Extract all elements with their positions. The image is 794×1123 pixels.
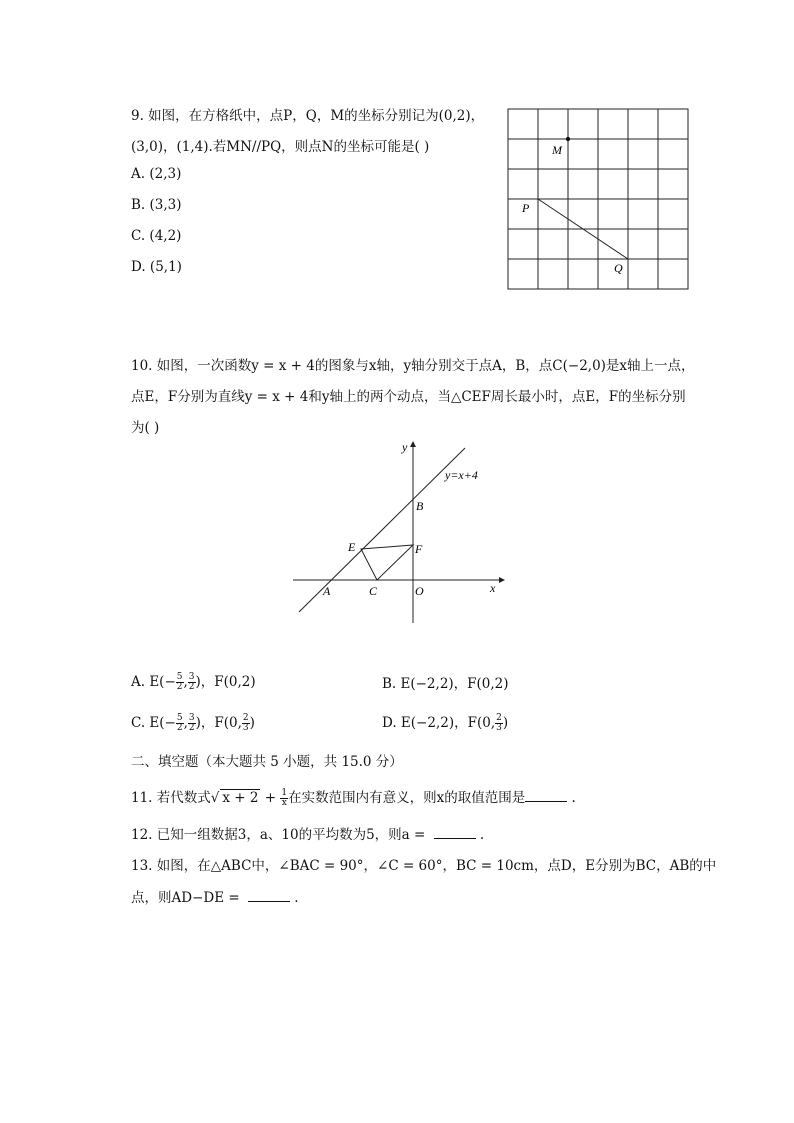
q9-stem-line2: (3,0)，(1,4).若MN//PQ，则点N的坐标可能是( ) bbox=[131, 139, 430, 155]
q10-option-a[interactable]: A. E(− $\frac{5}{2}$ , $\frac{3}{2}$ )，F(0,2) bbox=[131, 672, 256, 692]
answer-blank[interactable] bbox=[434, 826, 476, 839]
triangle-cef bbox=[361, 545, 413, 580]
section-heading-fill-in: 二、填空题（本大题共 5 小题，共 15.0 分） bbox=[131, 754, 403, 770]
label-y-axis: y bbox=[402, 440, 408, 454]
answer-blank[interactable] bbox=[248, 889, 290, 902]
label-p: P bbox=[522, 201, 530, 215]
q13-stem-line2: 点，则AD−DE = . bbox=[131, 890, 299, 906]
answer-blank[interactable] bbox=[525, 789, 567, 802]
label-b: B bbox=[416, 499, 424, 513]
label-c: C bbox=[369, 584, 378, 598]
y-axis-arrow bbox=[410, 441, 416, 447]
q10-stem-line2: 点E，F分别为直线y = x + 4和y轴上的两个动点，当△CEF周长最小时，点E，F的坐标分别 bbox=[131, 389, 686, 405]
sqrt-symbol: √ bbox=[210, 790, 220, 806]
q9-grid-figure bbox=[500, 100, 700, 300]
q12-stem: 12. 已知一组数据3，a、10的平均数为5，则a = . bbox=[131, 827, 485, 843]
label-x-axis: x bbox=[490, 581, 496, 595]
q10-option-b[interactable]: B. E(−2,2)，F(0,2) bbox=[382, 676, 509, 692]
q11-stem: 11. 若代数式√ x + 2 + $\frac{1}{x}$ 在实数范围内有意义，则x的取值范围是 . bbox=[131, 788, 576, 808]
q9-option-c[interactable]: C. (4,2) bbox=[131, 228, 182, 244]
fraction: $\frac{2}{3}$ bbox=[242, 713, 249, 733]
q10-stem-line1: 10. 如图，一次函数y = x + 4的图象与x轴，y轴分别交于点A，B，点C(−2,0)是x轴上一点， bbox=[131, 358, 695, 374]
point-m bbox=[566, 137, 570, 141]
fraction: $\frac{2}{3}$ bbox=[496, 713, 502, 733]
x-axis-arrow bbox=[499, 577, 505, 583]
fraction: $\frac{3}{2}$ bbox=[188, 713, 195, 733]
fraction: $\frac{3}{2}$ bbox=[188, 672, 195, 692]
grid-lines bbox=[508, 109, 688, 289]
q9-stem-line1: 9. 如图，在方格纸中，点P，Q，M的坐标分别记为(0,2)， bbox=[131, 108, 485, 124]
q10-option-c[interactable]: C. E(− $\frac{5}{2}$ , $\frac{3}{2}$ )，F(0, $\frac{2}{3}$ ) bbox=[131, 713, 255, 733]
q13-stem-line1: 13. 如图，在△ABC中，∠BAC = 90°，∠C = 60°，BC = 10cm，点D，E分别为BC，AB的中 bbox=[131, 858, 717, 874]
q10-option-a-prefix: A. E(− bbox=[131, 674, 176, 690]
sqrt-content: x + 2 bbox=[222, 790, 259, 806]
q9-option-a[interactable]: A. (2,3) bbox=[131, 166, 182, 182]
label-e: E bbox=[348, 540, 356, 554]
q9-option-d[interactable]: D. (5,1) bbox=[131, 259, 182, 275]
label-line: y=x+4 bbox=[445, 468, 478, 482]
label-a: A bbox=[323, 584, 331, 598]
q10-stem-line3: 为( ) bbox=[131, 420, 160, 436]
label-o: O bbox=[415, 584, 424, 598]
fraction: $\frac{1}{x}$ bbox=[281, 788, 288, 808]
label-f: F bbox=[415, 542, 423, 556]
label-m: M bbox=[552, 143, 562, 157]
q9-option-b[interactable]: B. (3,3) bbox=[131, 197, 182, 213]
q10-graph-figure bbox=[285, 435, 515, 630]
q10-option-d[interactable]: D. E(−2,2)，F(0, $\frac{2}{3}$ ) bbox=[382, 713, 509, 733]
label-q: Q bbox=[614, 261, 623, 275]
fraction: $\frac{5}{2}$ bbox=[176, 672, 183, 692]
fraction: $\frac{5}{2}$ bbox=[176, 713, 183, 733]
